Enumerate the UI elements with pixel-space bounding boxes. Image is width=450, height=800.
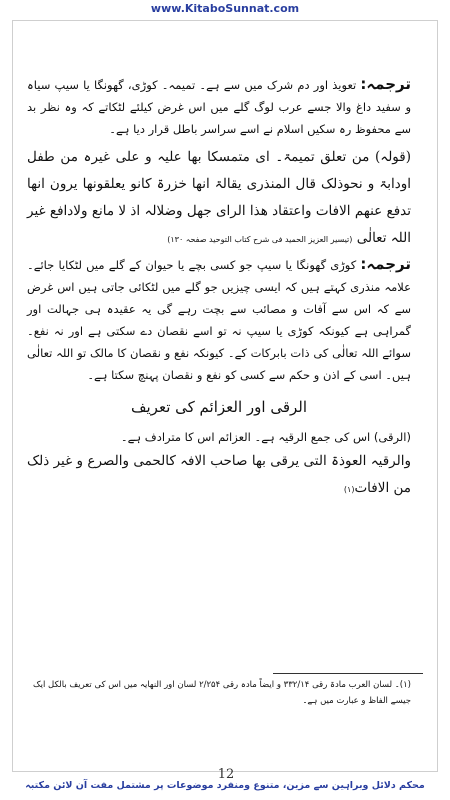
page-content: [27, 73, 411, 503]
footnote-marker: (۱): [343, 485, 355, 494]
arabic-text: (قولہ) من تعلق تمیمۃ۔ ای متمسکا بھا علیہ و علی غیرہ من طفل اودابۃ و نحوذلک قال المنذری یقالۃ انھا خزرۃ کانو یعلقونھا یرون انھا تدفع عنھم الافات واعتقاد ھذا الرای جھل وضلالہ اذ لا مانع ولادافع غیر اللہ تعالٰی: [27, 149, 411, 246]
translation-label: ترجمہ:: [360, 255, 411, 273]
footnote-divider: [273, 673, 423, 674]
source-reference: (تیسیر العزیز الحمید فی شرح کتاب التوحید صفحہ ۱۳۰): [167, 235, 353, 244]
translation-paragraph-2: [27, 253, 411, 386]
footer-tagline: محکم دلائل وبراہین سے مزین، متنوع ومنفرد موضوعات پر مشتمل مفت آن لائن مکتبہ: [25, 780, 425, 791]
arabic-paragraph-1: [27, 144, 411, 253]
arabic-text: والرقیہ العوذۃ التی یرقی بھا صاحب الافہ کالحمی والصرع و غیر ذلک من الافات: [27, 453, 411, 496]
site-url: www.KitaboSunnat.com: [150, 2, 300, 15]
section-title: الرقی اور العزائم کی تعریف: [130, 398, 308, 416]
definition-paragraph: (الرقی) اس کی جمع الرقیہ ہے۔ العزائم اس کا مترادف ہے۔: [120, 430, 411, 444]
footnote: (۱)۔ لسان العرب مادۃ رقی ۳۳۲/۱۴ و ایضاً مادہ رقی ۲/۲۵۴ لسان اور النھایہ میں اس کی تعریف بالکل ایک جیسے الفاظ و عبارت میں ہے۔: [33, 680, 411, 706]
arabic-paragraph-2: [27, 448, 411, 503]
translation-text: کوڑی گھونگا یا سیپ جو کسی بچے یا حیوان کے گلے میں لٹکایا جائے۔ علامہ منذری کہتے ہیں کہ ایسی چیزیں جو گلے میں لٹکائی جاتی ہیں اس غرض سے کہ اس سے آفات و مصائب سے بچت رہے گی یہ عقیدہ ہی جہالت اور گمراہی ہے کیونکہ کوڑی یا سیپ نہ تو اسے نقصان دے سکتی ہے اور نہ نفع۔ سوائے اللہ تعالٰی کی ذات بابرکات کے۔ کیونکہ نفع و نقصان کا مالک تو اللہ تعالٰی ہیں۔ اسی کے اذن و حکم سے کسی کو نفع و نقصان پہنچ سکتا ہے۔: [27, 258, 411, 382]
translation-label: ترجمہ:: [360, 75, 411, 93]
translation-text: تعویذ اور دم شرک میں سے ہے۔ تمیمہ۔ کوڑی، گھونگا یا سیپ سیاہ و سفید داغ والا جسے عرب لوگ گلے میں اس غرض کیلئے لٹکاتے کہ وہ نظر بد سے محفوظ رہ سکیں اسلام نے اسے سراسر باطل قرار دیا ہے۔: [27, 78, 411, 136]
book-page: [12, 20, 438, 782]
translation-paragraph-1: [27, 73, 411, 140]
page-number: 12: [217, 767, 235, 782]
